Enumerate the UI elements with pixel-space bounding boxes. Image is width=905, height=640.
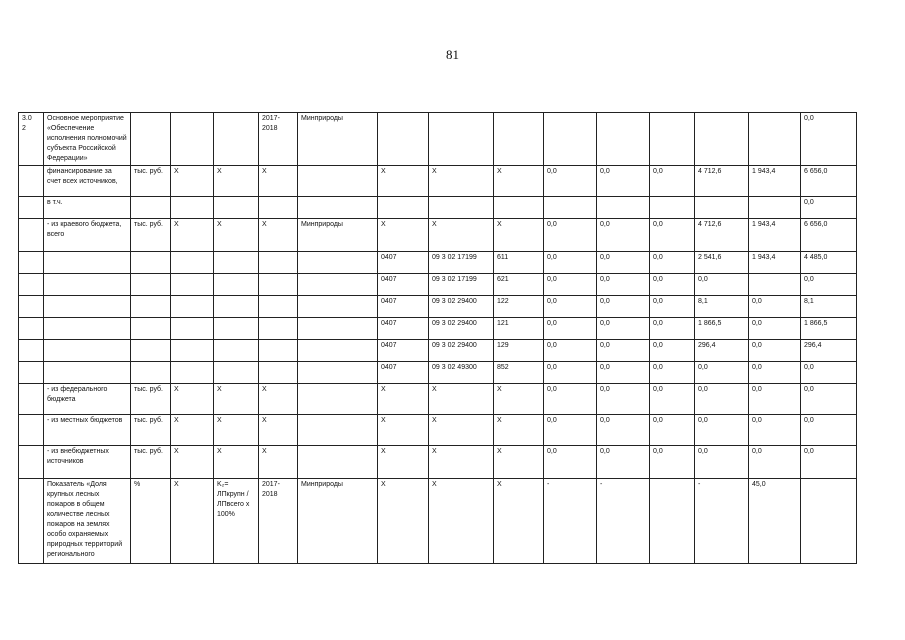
table-cell: X bbox=[378, 219, 429, 252]
table-cell: X bbox=[259, 415, 298, 446]
table-cell bbox=[214, 197, 259, 219]
table-cell: 0,0 bbox=[749, 340, 801, 362]
table-cell: - из федерального бюджета bbox=[44, 384, 131, 415]
table-cell: X bbox=[378, 415, 429, 446]
table-cell: Минприроды bbox=[298, 219, 378, 252]
table-cell: X bbox=[378, 166, 429, 197]
table-cell: 0,0 bbox=[801, 113, 857, 166]
table-cell: 0,0 bbox=[597, 415, 650, 446]
table-cell bbox=[131, 340, 171, 362]
table-cell: 296,4 bbox=[695, 340, 749, 362]
table-cell: 0,0 bbox=[597, 446, 650, 479]
table-cell: 0,0 bbox=[695, 384, 749, 415]
table-cell bbox=[171, 113, 214, 166]
table-cell: 122 bbox=[494, 296, 544, 318]
table-cell: 0,0 bbox=[749, 384, 801, 415]
table-cell bbox=[298, 166, 378, 197]
table-cell bbox=[298, 252, 378, 274]
table-cell bbox=[214, 340, 259, 362]
table-cell: 0,0 bbox=[597, 384, 650, 415]
table-row bbox=[19, 362, 857, 384]
table-cell bbox=[298, 362, 378, 384]
table-cell: K₂= ЛПкрупн / ЛПвсего x 100% bbox=[214, 479, 259, 564]
table-cell: 0,0 bbox=[650, 219, 695, 252]
table-cell bbox=[695, 197, 749, 219]
table-cell bbox=[171, 318, 214, 340]
table-cell bbox=[19, 252, 44, 274]
table-cell: 0,0 bbox=[597, 318, 650, 340]
table-cell: 0,0 bbox=[749, 362, 801, 384]
table-row bbox=[19, 318, 857, 340]
table-cell: 3.0 2 bbox=[19, 113, 44, 166]
table-cell bbox=[801, 479, 857, 564]
table-cell bbox=[544, 113, 597, 166]
table-cell: 0,0 bbox=[544, 219, 597, 252]
table-cell: 296,4 bbox=[801, 340, 857, 362]
table-cell bbox=[298, 274, 378, 296]
table-cell: 0407 bbox=[378, 318, 429, 340]
table-cell: X bbox=[171, 479, 214, 564]
table-cell: 0,0 bbox=[544, 274, 597, 296]
table-cell: 852 bbox=[494, 362, 544, 384]
table-cell: 4 485,0 bbox=[801, 252, 857, 274]
table-cell bbox=[494, 113, 544, 166]
table-cell: X bbox=[429, 446, 494, 479]
table-cell: 0,0 bbox=[544, 340, 597, 362]
table-cell bbox=[429, 197, 494, 219]
table-cell: 0,0 bbox=[650, 384, 695, 415]
table-cell: в т.ч. bbox=[44, 197, 131, 219]
table-cell bbox=[378, 113, 429, 166]
table-cell: 09 3 02 29400 bbox=[429, 340, 494, 362]
table-cell: 0,0 bbox=[695, 274, 749, 296]
table-cell: 0,0 bbox=[650, 318, 695, 340]
table-cell: 0407 bbox=[378, 252, 429, 274]
table-cell: X bbox=[171, 415, 214, 446]
table-cell bbox=[19, 219, 44, 252]
table-cell bbox=[214, 113, 259, 166]
table-cell: X bbox=[429, 219, 494, 252]
table-cell: X bbox=[494, 384, 544, 415]
table-cell: X bbox=[259, 219, 298, 252]
table-cell: 0,0 bbox=[544, 166, 597, 197]
table-cell: X bbox=[214, 219, 259, 252]
table-cell bbox=[259, 252, 298, 274]
table-row bbox=[19, 166, 857, 197]
table-cell: 0,0 bbox=[544, 415, 597, 446]
table-cell bbox=[131, 252, 171, 274]
table-cell: 0,0 bbox=[801, 384, 857, 415]
table-cell: 0,0 bbox=[695, 415, 749, 446]
table-cell: 0,0 bbox=[695, 362, 749, 384]
table-cell: 0,0 bbox=[597, 296, 650, 318]
table-cell bbox=[597, 197, 650, 219]
table-cell bbox=[259, 296, 298, 318]
table-cell: 1 943,4 bbox=[749, 166, 801, 197]
table-cell: X bbox=[259, 384, 298, 415]
table-cell: - bbox=[695, 479, 749, 564]
table-cell bbox=[171, 362, 214, 384]
table-cell: 4 712,6 bbox=[695, 219, 749, 252]
table-cell: 0,0 bbox=[544, 384, 597, 415]
table-cell: 0,0 bbox=[801, 415, 857, 446]
table-cell: 09 3 02 17199 bbox=[429, 252, 494, 274]
table-cell: - bbox=[597, 479, 650, 564]
table-cell bbox=[44, 252, 131, 274]
table-cell: X bbox=[494, 479, 544, 564]
table-cell: 2017-2018 bbox=[259, 113, 298, 166]
table-cell: 0,0 bbox=[749, 446, 801, 479]
table-cell: - из местных бюджетов bbox=[44, 415, 131, 446]
table-cell bbox=[298, 197, 378, 219]
budget-table bbox=[18, 112, 857, 564]
table-cell: X bbox=[429, 479, 494, 564]
table-cell: X bbox=[259, 166, 298, 197]
table-cell: финансирование за счет всех источников, bbox=[44, 166, 131, 197]
table-cell: 6 656,0 bbox=[801, 219, 857, 252]
table-cell: 4 712,6 bbox=[695, 166, 749, 197]
table-cell bbox=[378, 197, 429, 219]
table-row bbox=[19, 446, 857, 479]
table-cell bbox=[131, 274, 171, 296]
table-cell: X bbox=[171, 446, 214, 479]
table-cell: Минприроды bbox=[298, 113, 378, 166]
table-cell: 45,0 bbox=[749, 479, 801, 564]
table-cell bbox=[131, 318, 171, 340]
table-cell: 2 541,6 bbox=[695, 252, 749, 274]
table-cell bbox=[298, 415, 378, 446]
table-cell bbox=[19, 415, 44, 446]
table-cell bbox=[19, 362, 44, 384]
table-row bbox=[19, 113, 857, 166]
table-cell bbox=[544, 197, 597, 219]
table-cell: 0,0 bbox=[544, 252, 597, 274]
table-cell bbox=[749, 113, 801, 166]
table-cell: 0,0 bbox=[650, 296, 695, 318]
table-cell bbox=[429, 113, 494, 166]
table-cell: 621 bbox=[494, 274, 544, 296]
table-cell: X bbox=[214, 384, 259, 415]
table-cell bbox=[298, 340, 378, 362]
table-cell: 09 3 02 29400 bbox=[429, 318, 494, 340]
table-cell: 0407 bbox=[378, 296, 429, 318]
table-cell: 1 866,5 bbox=[695, 318, 749, 340]
table-cell bbox=[749, 197, 801, 219]
table-cell: 09 3 02 49300 bbox=[429, 362, 494, 384]
table-cell: X bbox=[214, 415, 259, 446]
table-cell: X bbox=[429, 166, 494, 197]
table-cell bbox=[214, 252, 259, 274]
table-cell bbox=[131, 197, 171, 219]
table-cell bbox=[494, 197, 544, 219]
table-cell: - bbox=[544, 479, 597, 564]
table-cell bbox=[44, 296, 131, 318]
table-cell bbox=[131, 296, 171, 318]
table-cell bbox=[259, 274, 298, 296]
table-cell: 0,0 bbox=[695, 446, 749, 479]
table-cell: 0407 bbox=[378, 340, 429, 362]
table-cell bbox=[131, 362, 171, 384]
table-cell bbox=[214, 362, 259, 384]
table-cell: 0,0 bbox=[801, 446, 857, 479]
table-cell: - из внебюджетных источников bbox=[44, 446, 131, 479]
table-cell: 0,0 bbox=[597, 274, 650, 296]
table-cell: тыс. руб. bbox=[131, 446, 171, 479]
table-cell bbox=[214, 274, 259, 296]
table-row bbox=[19, 296, 857, 318]
table-cell bbox=[597, 113, 650, 166]
table-cell: 0,0 bbox=[801, 197, 857, 219]
table-cell: 0,0 bbox=[544, 362, 597, 384]
table-cell bbox=[44, 362, 131, 384]
table-cell bbox=[214, 318, 259, 340]
table-cell: 0,0 bbox=[749, 415, 801, 446]
table-cell: Показатель «Доля крупных лесных пожаров в общем количестве лесных пожаров на землях особо охраняемых природных территорий регионального bbox=[44, 479, 131, 564]
table-cell bbox=[298, 384, 378, 415]
table-cell: 0,0 bbox=[597, 166, 650, 197]
table-cell: 0,0 bbox=[597, 362, 650, 384]
table-cell: 0,0 bbox=[749, 296, 801, 318]
table-cell bbox=[171, 252, 214, 274]
table-cell: X bbox=[171, 219, 214, 252]
table-cell: 0,0 bbox=[801, 362, 857, 384]
table-cell: 6 656,0 bbox=[801, 166, 857, 197]
table-cell: 0,0 bbox=[801, 274, 857, 296]
table-cell: X bbox=[171, 166, 214, 197]
table-cell: X bbox=[494, 415, 544, 446]
table-cell: X bbox=[429, 415, 494, 446]
table-cell: Минприроды bbox=[298, 479, 378, 564]
table-cell: 0,0 bbox=[650, 274, 695, 296]
table-cell: тыс. руб. bbox=[131, 166, 171, 197]
table-cell bbox=[19, 296, 44, 318]
table-row bbox=[19, 252, 857, 274]
table-cell: X bbox=[429, 384, 494, 415]
table-cell: 611 bbox=[494, 252, 544, 274]
table-cell: 129 bbox=[494, 340, 544, 362]
table-cell: 8,1 bbox=[801, 296, 857, 318]
table-cell bbox=[19, 318, 44, 340]
table-cell bbox=[214, 296, 259, 318]
table-cell bbox=[171, 274, 214, 296]
table-cell: 0,0 bbox=[597, 219, 650, 252]
table-cell: тыс. руб. bbox=[131, 219, 171, 252]
table-cell bbox=[19, 197, 44, 219]
table-cell: 0,0 bbox=[597, 340, 650, 362]
table-row bbox=[19, 197, 857, 219]
table-cell: 0,0 bbox=[650, 362, 695, 384]
table-cell bbox=[749, 274, 801, 296]
table-cell bbox=[19, 274, 44, 296]
table-cell: тыс. руб. bbox=[131, 415, 171, 446]
table-cell bbox=[259, 340, 298, 362]
table-cell: 0,0 bbox=[544, 318, 597, 340]
table-cell bbox=[171, 197, 214, 219]
table-cell: тыс. руб. bbox=[131, 384, 171, 415]
table-cell: 2017-2018 bbox=[259, 479, 298, 564]
table-cell bbox=[298, 296, 378, 318]
table-cell: 0407 bbox=[378, 274, 429, 296]
table-cell bbox=[44, 318, 131, 340]
table-cell bbox=[259, 197, 298, 219]
table-cell: 09 3 02 29400 bbox=[429, 296, 494, 318]
table-cell: X bbox=[494, 219, 544, 252]
table-cell bbox=[19, 340, 44, 362]
table-cell: 121 bbox=[494, 318, 544, 340]
table-cell bbox=[298, 318, 378, 340]
table-cell: 0,0 bbox=[650, 166, 695, 197]
table-cell: 8,1 bbox=[695, 296, 749, 318]
table-cell: 1 943,4 bbox=[749, 252, 801, 274]
table-cell bbox=[19, 166, 44, 197]
page-number: 81 bbox=[446, 47, 459, 62]
table-cell bbox=[650, 113, 695, 166]
table-cell: X bbox=[494, 446, 544, 479]
table-cell: X bbox=[378, 479, 429, 564]
table-cell: 1 943,4 bbox=[749, 219, 801, 252]
table-cell bbox=[131, 113, 171, 166]
table-cell bbox=[650, 479, 695, 564]
table-row bbox=[19, 479, 857, 564]
table-cell: % bbox=[131, 479, 171, 564]
table-cell bbox=[695, 113, 749, 166]
table-cell bbox=[171, 340, 214, 362]
table-row bbox=[19, 415, 857, 446]
table-row bbox=[19, 384, 857, 415]
table-cell: 0,0 bbox=[597, 252, 650, 274]
table-cell bbox=[44, 340, 131, 362]
table-cell: X bbox=[378, 446, 429, 479]
table-cell: X bbox=[259, 446, 298, 479]
table-cell bbox=[259, 362, 298, 384]
table-cell bbox=[298, 446, 378, 479]
table-cell: X bbox=[494, 166, 544, 197]
table-cell bbox=[19, 384, 44, 415]
table-cell: X bbox=[214, 166, 259, 197]
table-cell: Основное мероприятие «Обеспечение исполнения полномочий субъекта Российской Федерации» bbox=[44, 113, 131, 166]
table-cell bbox=[19, 479, 44, 564]
table-cell: 0,0 bbox=[650, 446, 695, 479]
table-row bbox=[19, 340, 857, 362]
table-cell: 09 3 02 17199 bbox=[429, 274, 494, 296]
table-cell bbox=[19, 446, 44, 479]
table-cell: X bbox=[378, 384, 429, 415]
table-cell: 1 866,5 bbox=[801, 318, 857, 340]
table-cell bbox=[650, 197, 695, 219]
table-cell: 0,0 bbox=[650, 252, 695, 274]
table-cell: 0,0 bbox=[749, 318, 801, 340]
table-cell: 0,0 bbox=[544, 296, 597, 318]
table-row bbox=[19, 219, 857, 252]
table-cell: 0,0 bbox=[650, 415, 695, 446]
table-cell bbox=[259, 318, 298, 340]
table-cell: X bbox=[214, 446, 259, 479]
table-row bbox=[19, 274, 857, 296]
table-cell: - из краевого бюджета, всего bbox=[44, 219, 131, 252]
table-cell bbox=[44, 274, 131, 296]
table-cell: X bbox=[171, 384, 214, 415]
table-cell: 0407 bbox=[378, 362, 429, 384]
table-cell: 0,0 bbox=[544, 446, 597, 479]
table-cell bbox=[171, 296, 214, 318]
table-cell: 0,0 bbox=[650, 340, 695, 362]
